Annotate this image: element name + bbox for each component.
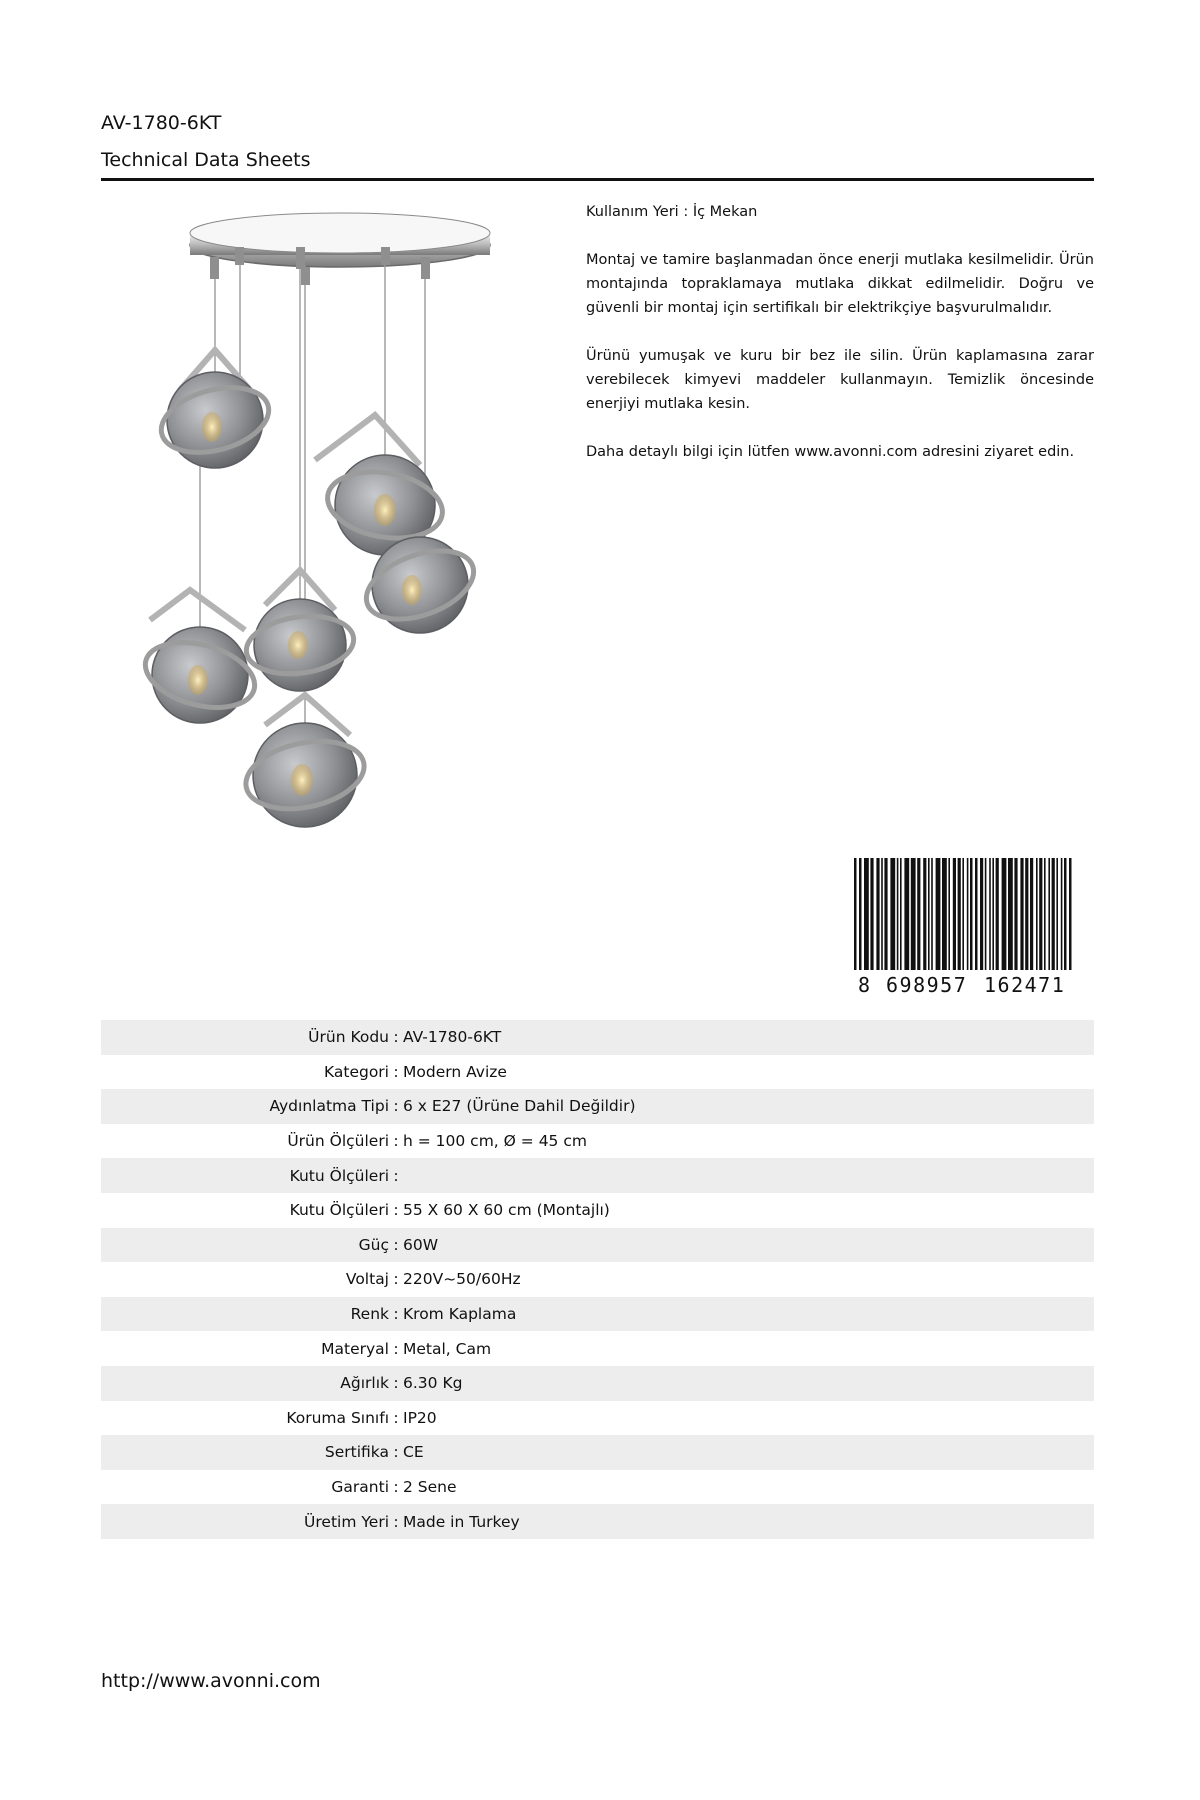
barcode-bar [1030, 858, 1033, 972]
pendant-shade [140, 590, 262, 723]
barcode-digit-group: 162471 [984, 973, 1066, 997]
spec-row [101, 1297, 1094, 1332]
barcode-bar [980, 858, 983, 972]
spec-separator: : [393, 1201, 399, 1220]
barcode-bar [936, 858, 941, 972]
spec-value: Krom Kaplama [403, 1305, 517, 1324]
barcode-bar [1008, 858, 1013, 972]
spec-label: Aydınlatma Tipi [269, 1097, 389, 1116]
barcode-bar [1039, 858, 1042, 972]
spec-value: 6 x E27 (Ürüne Dahil Değildir) [403, 1097, 636, 1116]
barcode-bar [953, 858, 956, 972]
spec-label: Kutu Ölçüleri [289, 1166, 389, 1185]
cleaning-note: Ürünü yumuşak ve kuru bir bez ile silin. Ürün kaplamasına zarar verebilecek kimyevi maddeler kullanmayın. Temizlik öncesinde enerjiyi mutlaka kesin. [586, 348, 1094, 412]
barcode-bar [864, 858, 869, 972]
product-image [140, 205, 580, 945]
spec-label: Güç [358, 1235, 389, 1254]
spec-value: 60W [403, 1235, 439, 1254]
spec-value: IP20 [403, 1408, 437, 1427]
barcode-bar [985, 858, 987, 972]
header-divider [101, 178, 1094, 181]
barcode-bar [989, 858, 991, 972]
document-subtitle: Technical Data Sheets [101, 149, 311, 171]
footer-website-url[interactable]: http://www.avonni.com [101, 1670, 321, 1692]
barcode-bar [923, 858, 926, 972]
spec-row [101, 1435, 1094, 1470]
spec-row [101, 1262, 1094, 1297]
barcode-bar [884, 858, 887, 972]
barcode-bar [1002, 858, 1007, 972]
barcode-bar [948, 858, 950, 972]
spec-row [101, 1470, 1094, 1505]
spec-separator: : [393, 1305, 399, 1324]
spec-value: CE [403, 1443, 424, 1462]
spec-row [101, 1089, 1094, 1124]
spec-value: Metal, Cam [403, 1339, 492, 1358]
barcode-bar [1052, 858, 1055, 972]
safety-note: Montaj ve tamire başlanmadan önce enerji mutlaka kesilmelidir. Ürün montajında topraklamaya mutlaka dikkat edilmelidir. Doğru ve güvenli bir montaj için sertifikalı bir elektrikçiye başvurulmalıdır. [586, 252, 1094, 316]
spec-table [101, 1020, 1094, 1539]
barcode-bar [900, 858, 902, 972]
barcode-bar [897, 858, 899, 972]
barcode-bar [1036, 858, 1038, 972]
barcode-bar [967, 858, 969, 972]
more-info-note: Daha detaylı bilgi için lütfen www.avonni.com adresini ziyaret edin. [586, 444, 1075, 460]
barcode-bar [870, 858, 873, 972]
spec-separator: : [393, 1132, 399, 1151]
spec-row [101, 1193, 1094, 1228]
spec-label: Ürün Ölçüleri [287, 1132, 389, 1151]
barcode-bar [1014, 858, 1017, 972]
spec-row [101, 1366, 1094, 1401]
spec-value: 55 X 60 X 60 cm (Montajlı) [403, 1201, 610, 1220]
spec-value: 2 Sene [403, 1478, 457, 1497]
spec-row [101, 1055, 1094, 1090]
barcode-bar [992, 858, 994, 972]
spec-separator: : [393, 1512, 399, 1531]
barcode-bar [942, 858, 947, 972]
barcode-bar [1048, 858, 1050, 972]
spec-row [101, 1504, 1094, 1539]
barcode-bar [1025, 858, 1028, 972]
spec-label: Materyal [321, 1339, 389, 1358]
spec-separator: : [393, 1374, 399, 1393]
barcode-bar [911, 858, 916, 972]
spec-separator: : [393, 1235, 399, 1254]
barcode-bar [1056, 858, 1058, 972]
spec-separator: : [393, 1028, 399, 1047]
spec-label: Koruma Sınıfı [286, 1408, 389, 1427]
spec-separator: : [393, 1443, 399, 1462]
barcode [852, 858, 1092, 998]
pendant-shade [315, 415, 448, 555]
barcode-bar [904, 858, 909, 972]
barcode-bar [928, 858, 930, 972]
spec-separator: : [393, 1478, 399, 1497]
spec-row [101, 1228, 1094, 1263]
spec-value: h = 100 cm, Ø = 45 cm [403, 1132, 587, 1151]
spec-row [101, 1331, 1094, 1366]
barcode-bar [1044, 858, 1046, 972]
spec-value: Made in Turkey [403, 1512, 520, 1531]
barcode-digit-group: 8 [858, 973, 871, 997]
spec-label: Ürün Kodu [308, 1028, 389, 1047]
spec-label: Renk [350, 1305, 389, 1324]
barcode-bar [1061, 858, 1063, 972]
spec-value: 6.30 Kg [403, 1374, 463, 1393]
barcode-bar [931, 858, 933, 972]
barcode-digit-group: 698957 [886, 973, 968, 997]
barcode-bar [881, 858, 883, 972]
barcode-bar [962, 858, 964, 972]
usage-info [586, 200, 1094, 488]
spec-label: Kategori [323, 1062, 389, 1081]
spec-separator: : [393, 1339, 399, 1358]
spec-label: Kutu Ölçüleri [289, 1201, 389, 1220]
spec-value: Modern Avize [403, 1062, 507, 1081]
spec-row [101, 1124, 1094, 1159]
spec-label: Voltaj [345, 1270, 389, 1289]
spec-separator: : [393, 1097, 399, 1116]
spec-label: Sertifika [324, 1443, 389, 1462]
spec-separator: : [393, 1166, 399, 1185]
spec-label: Üretim Yeri [304, 1512, 389, 1531]
spec-label: Garanti [331, 1478, 389, 1497]
spec-separator: : [393, 1270, 399, 1289]
spec-separator: : [393, 1062, 399, 1081]
spec-value: 220V~50/60Hz [403, 1270, 521, 1289]
usage-location: Kullanım Yeri : İç Mekan [586, 204, 758, 220]
barcode-bar [876, 858, 879, 972]
spec-row [101, 1401, 1094, 1436]
product-code-heading: AV-1780-6KT [101, 112, 222, 134]
barcode-bar [890, 858, 895, 972]
spec-value: AV-1780-6KT [403, 1028, 502, 1047]
spec-label: Ağırlık [340, 1374, 389, 1393]
barcode-bar [917, 858, 920, 972]
spec-separator: : [393, 1408, 399, 1427]
barcode-bar [1020, 858, 1023, 972]
spec-row [101, 1020, 1094, 1055]
spec-row [101, 1158, 1094, 1193]
barcode-bar [958, 858, 961, 972]
barcode-bar [996, 858, 999, 972]
